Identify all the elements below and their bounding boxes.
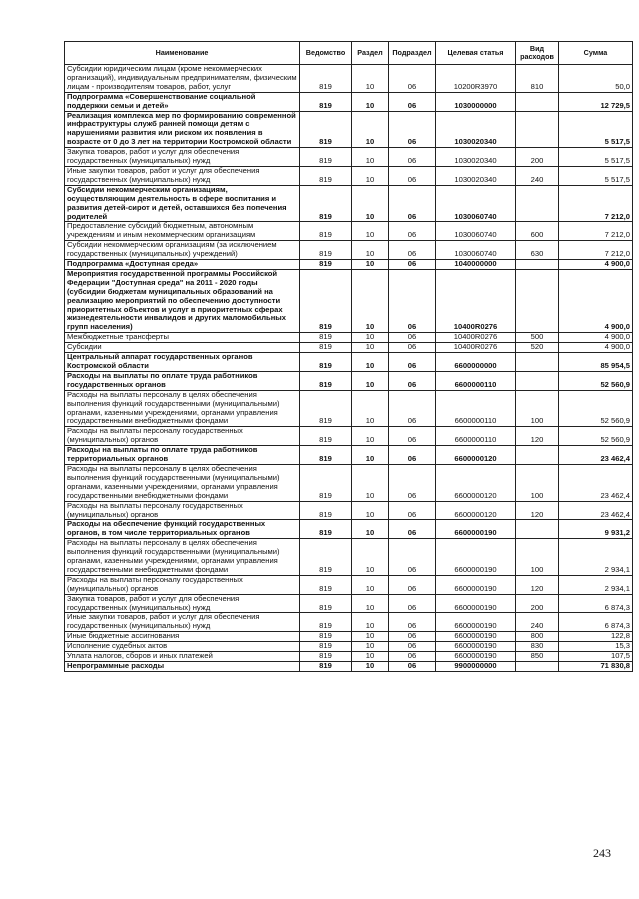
- row-podrazdel-cell: 06: [389, 520, 436, 539]
- row-vedomstvo-cell: 819: [300, 185, 352, 222]
- row-name-cell: Мероприятия государственной программы Российской Федерации "Доступная среда" на 2011 - 2020 годы (субсидии бюджетам муниципальных образований на реализацию мероприятий по обеспечению доступности приоритетных объектов и услуг в приоритетных сферах жизнедеятельности инвалидов и других маломобильных групп населения): [65, 269, 300, 332]
- row-vedomstvo-cell: 819: [300, 642, 352, 652]
- row-sum-cell: 85 954,5: [559, 353, 633, 372]
- row-article-cell: 10200R3970: [436, 65, 516, 93]
- row-vedomstvo-cell: 819: [300, 111, 352, 148]
- row-vid-cell: 600: [516, 222, 559, 241]
- row-razdel-cell: 10: [352, 222, 389, 241]
- row-vid-cell: 500: [516, 333, 559, 343]
- row-name-cell: Подпрограмма «Совершенствование социальной поддержки семьи и детей»: [65, 92, 300, 111]
- row-sum-cell: 4 900,0: [559, 260, 633, 270]
- table-row: [65, 65, 633, 93]
- row-vedomstvo-cell: 819: [300, 92, 352, 111]
- row-sum-cell: 6 874,3: [559, 594, 633, 613]
- row-sum-cell: 4 900,0: [559, 333, 633, 343]
- table-row: [65, 222, 633, 241]
- row-podrazdel-cell: 06: [389, 222, 436, 241]
- row-name-cell: Предоставление субсидий бюджетным, автономным учреждениям и иным некоммерческим организациям: [65, 222, 300, 241]
- header-name: Наименование: [65, 42, 300, 65]
- row-razdel-cell: 10: [352, 652, 389, 662]
- row-razdel-cell: 10: [352, 185, 389, 222]
- row-name-cell: Расходы на выплаты персоналу государственных (муниципальных) органов: [65, 575, 300, 594]
- row-article-cell: 1030020340: [436, 166, 516, 185]
- row-name-cell: Расходы на выплаты по оплате труда работников государственных органов: [65, 371, 300, 390]
- row-name-cell: Исполнение судебных актов: [65, 642, 300, 652]
- row-name-cell: Расходы на выплаты персоналу в целях обеспечения выполнения функций государственными (муниципальными) органами, казенными учреждениями, органами управления государственными внебюджетными фондами: [65, 390, 300, 427]
- row-podrazdel-cell: 06: [389, 427, 436, 446]
- row-article-cell: 1030060740: [436, 241, 516, 260]
- row-podrazdel-cell: 06: [389, 166, 436, 185]
- row-vid-cell: 100: [516, 539, 559, 576]
- table-row: [65, 371, 633, 390]
- row-razdel-cell: 10: [352, 65, 389, 93]
- row-name-cell: Субсидии: [65, 343, 300, 353]
- table-row: [65, 662, 633, 672]
- row-razdel-cell: 10: [352, 632, 389, 642]
- row-podrazdel-cell: 06: [389, 92, 436, 111]
- row-vid-cell: 850: [516, 652, 559, 662]
- row-article-cell: 1030020340: [436, 111, 516, 148]
- row-vedomstvo-cell: 819: [300, 501, 352, 520]
- row-podrazdel-cell: 06: [389, 185, 436, 222]
- row-vedomstvo-cell: 819: [300, 652, 352, 662]
- table-row: [65, 333, 633, 343]
- row-vid-cell: 100: [516, 390, 559, 427]
- table-row: [65, 427, 633, 446]
- row-razdel-cell: 10: [352, 464, 389, 501]
- row-name-cell: Субсидии некоммерческим организациям, осуществляющим деятельность в сфере воспитания и развития детей-сирот и детей, оставшихся без попечения родителей: [65, 185, 300, 222]
- row-name-cell: Субсидии юридическим лицам (кроме некоммерческих организаций), индивидуальным предпринимателям, физическим лицам - производителям товаров, работ, услуг: [65, 65, 300, 93]
- row-sum-cell: 71 830,8: [559, 662, 633, 672]
- row-name-cell: Субсидии некоммерческим организациям (за исключением государственных (муниципальных) учреждений): [65, 241, 300, 260]
- row-name-cell: Реализация комплекса мер по формированию современной инфраструктуры служб ранней помощи детям с нарушениями развития или риском их появления в возрасте от 0 до 3 лет на территории Костромской области: [65, 111, 300, 148]
- row-vid-cell: 240: [516, 166, 559, 185]
- row-sum-cell: 5 517,5: [559, 148, 633, 167]
- row-sum-cell: 23 462,4: [559, 446, 633, 465]
- document-page: [64, 41, 632, 672]
- row-article-cell: 6600000190: [436, 632, 516, 642]
- row-vedomstvo-cell: 819: [300, 269, 352, 332]
- row-vedomstvo-cell: 819: [300, 65, 352, 93]
- row-name-cell: Расходы на выплаты по оплате труда работников территориальных органов: [65, 446, 300, 465]
- row-vedomstvo-cell: 819: [300, 222, 352, 241]
- row-sum-cell: 7 212,0: [559, 185, 633, 222]
- row-vedomstvo-cell: 819: [300, 446, 352, 465]
- row-sum-cell: 12 729,5: [559, 92, 633, 111]
- row-sum-cell: 23 462,4: [559, 501, 633, 520]
- table-row: [65, 353, 633, 372]
- row-podrazdel-cell: 06: [389, 464, 436, 501]
- table-row: [65, 166, 633, 185]
- row-vedomstvo-cell: 819: [300, 575, 352, 594]
- header-razdel: Раздел: [352, 42, 389, 65]
- row-podrazdel-cell: 06: [389, 575, 436, 594]
- row-vedomstvo-cell: 819: [300, 632, 352, 642]
- row-razdel-cell: 10: [352, 166, 389, 185]
- row-vedomstvo-cell: 819: [300, 613, 352, 632]
- row-razdel-cell: 10: [352, 427, 389, 446]
- row-razdel-cell: 10: [352, 148, 389, 167]
- table-row: [65, 501, 633, 520]
- row-vid-cell: 200: [516, 148, 559, 167]
- row-vedomstvo-cell: 819: [300, 390, 352, 427]
- row-sum-cell: 52 560,9: [559, 390, 633, 427]
- row-podrazdel-cell: 06: [389, 642, 436, 652]
- row-vid-cell: 630: [516, 241, 559, 260]
- row-name-cell: Подпрограмма «Доступная среда»: [65, 260, 300, 270]
- row-sum-cell: 50,0: [559, 65, 633, 93]
- row-podrazdel-cell: 06: [389, 371, 436, 390]
- row-vedomstvo-cell: 819: [300, 371, 352, 390]
- row-razdel-cell: 10: [352, 343, 389, 353]
- row-name-cell: Иные закупки товаров, работ и услуг для обеспечения государственных (муниципальных) нужд: [65, 166, 300, 185]
- row-podrazdel-cell: 06: [389, 539, 436, 576]
- row-vid-cell: 120: [516, 575, 559, 594]
- row-razdel-cell: 10: [352, 92, 389, 111]
- table-row: [65, 464, 633, 501]
- row-razdel-cell: 10: [352, 575, 389, 594]
- row-vid-cell: [516, 520, 559, 539]
- header-vedomstvo: Ведомство: [300, 42, 352, 65]
- header-vid: Вид расходов: [516, 42, 559, 65]
- row-name-cell: Непрограммные расходы: [65, 662, 300, 672]
- table-row: [65, 241, 633, 260]
- row-podrazdel-cell: 06: [389, 390, 436, 427]
- row-vid-cell: [516, 269, 559, 332]
- row-sum-cell: 2 934,1: [559, 575, 633, 594]
- row-vid-cell: 200: [516, 594, 559, 613]
- row-podrazdel-cell: 06: [389, 269, 436, 332]
- row-vid-cell: 830: [516, 642, 559, 652]
- table-row: [65, 652, 633, 662]
- row-vedomstvo-cell: 819: [300, 343, 352, 353]
- row-name-cell: Расходы на обеспечение функций государственных органов, в том числе территориальных органов: [65, 520, 300, 539]
- row-sum-cell: 9 931,2: [559, 520, 633, 539]
- table-row: [65, 148, 633, 167]
- table-row: [65, 343, 633, 353]
- row-name-cell: Иные закупки товаров, работ и услуг для обеспечения государственных (муниципальных) нужд: [65, 613, 300, 632]
- row-article-cell: 1030060740: [436, 222, 516, 241]
- row-vedomstvo-cell: 819: [300, 539, 352, 576]
- row-article-cell: 6600000110: [436, 427, 516, 446]
- row-podrazdel-cell: 06: [389, 111, 436, 148]
- row-article-cell: 6600000120: [436, 446, 516, 465]
- table-row: [65, 92, 633, 111]
- row-article-cell: 9900000000: [436, 662, 516, 672]
- row-podrazdel-cell: 06: [389, 446, 436, 465]
- row-vid-cell: 520: [516, 343, 559, 353]
- row-vid-cell: [516, 185, 559, 222]
- table-row: [65, 520, 633, 539]
- row-article-cell: 6600000110: [436, 390, 516, 427]
- table-row: [65, 539, 633, 576]
- row-vid-cell: [516, 260, 559, 270]
- row-vedomstvo-cell: 819: [300, 594, 352, 613]
- row-sum-cell: 6 874,3: [559, 613, 633, 632]
- row-razdel-cell: 10: [352, 333, 389, 343]
- row-razdel-cell: 10: [352, 260, 389, 270]
- row-vid-cell: [516, 353, 559, 372]
- row-sum-cell: 5 517,5: [559, 111, 633, 148]
- row-razdel-cell: 10: [352, 446, 389, 465]
- row-article-cell: 6600000110: [436, 371, 516, 390]
- table-row: [65, 111, 633, 148]
- row-name-cell: Расходы на выплаты персоналу в целях обеспечения выполнения функций государственными (муниципальными) органами, казенными учреждениями, органами управления государственными внебюджетными фондами: [65, 539, 300, 576]
- row-sum-cell: 4 900,0: [559, 269, 633, 332]
- row-article-cell: 1030000000: [436, 92, 516, 111]
- row-article-cell: 1030060740: [436, 185, 516, 222]
- row-vid-cell: 100: [516, 464, 559, 501]
- row-article-cell: 6600000190: [436, 539, 516, 576]
- row-sum-cell: 15,3: [559, 642, 633, 652]
- row-podrazdel-cell: 06: [389, 662, 436, 672]
- table-row: [65, 185, 633, 222]
- row-sum-cell: 52 560,9: [559, 427, 633, 446]
- row-razdel-cell: 10: [352, 241, 389, 260]
- page-number: 243: [593, 846, 611, 860]
- row-razdel-cell: 10: [352, 539, 389, 576]
- row-sum-cell: 2 934,1: [559, 539, 633, 576]
- header-article: Целевая статья: [436, 42, 516, 65]
- row-vedomstvo-cell: 819: [300, 333, 352, 343]
- table-row: [65, 260, 633, 270]
- row-vedomstvo-cell: 819: [300, 464, 352, 501]
- row-sum-cell: 122,8: [559, 632, 633, 642]
- row-vid-cell: 800: [516, 632, 559, 642]
- header-sum: Сумма: [559, 42, 633, 65]
- table-row: [65, 613, 633, 632]
- row-podrazdel-cell: 06: [389, 501, 436, 520]
- row-razdel-cell: 10: [352, 501, 389, 520]
- row-article-cell: 6600000190: [436, 652, 516, 662]
- row-name-cell: Расходы на выплаты персоналу в целях обеспечения выполнения функций государственными (муниципальными) органами, казенными учреждениями, органами управления государственными внебюджетными фондами: [65, 464, 300, 501]
- row-article-cell: 6600000190: [436, 520, 516, 539]
- row-article-cell: 6600000190: [436, 613, 516, 632]
- row-name-cell: Расходы на выплаты персоналу государственных (муниципальных) органов: [65, 427, 300, 446]
- row-razdel-cell: 10: [352, 594, 389, 613]
- row-article-cell: 10400R0276: [436, 343, 516, 353]
- row-podrazdel-cell: 06: [389, 343, 436, 353]
- row-vid-cell: 120: [516, 501, 559, 520]
- row-razdel-cell: 10: [352, 520, 389, 539]
- row-podrazdel-cell: 06: [389, 241, 436, 260]
- row-name-cell: Расходы на выплаты персоналу государственных (муниципальных) органов: [65, 501, 300, 520]
- row-vid-cell: [516, 111, 559, 148]
- row-vedomstvo-cell: 819: [300, 353, 352, 372]
- table-row: [65, 594, 633, 613]
- row-razdel-cell: 10: [352, 111, 389, 148]
- row-vedomstvo-cell: 819: [300, 520, 352, 539]
- row-name-cell: Закупка товаров, работ и услуг для обеспечения государственных (муниципальных) нужд: [65, 594, 300, 613]
- row-name-cell: Уплата налогов, сборов и иных платежей: [65, 652, 300, 662]
- row-name-cell: Закупка товаров, работ и услуг для обеспечения государственных (муниципальных) нужд: [65, 148, 300, 167]
- row-sum-cell: 7 212,0: [559, 241, 633, 260]
- row-sum-cell: 107,5: [559, 652, 633, 662]
- row-article-cell: 10400R0276: [436, 333, 516, 343]
- row-sum-cell: 7 212,0: [559, 222, 633, 241]
- row-sum-cell: 23 462,4: [559, 464, 633, 501]
- table-row: [65, 575, 633, 594]
- row-razdel-cell: 10: [352, 613, 389, 632]
- table-row: [65, 446, 633, 465]
- row-article-cell: 6600000120: [436, 464, 516, 501]
- row-razdel-cell: 10: [352, 353, 389, 372]
- row-article-cell: 6600000120: [436, 501, 516, 520]
- row-razdel-cell: 10: [352, 662, 389, 672]
- row-article-cell: 6600000190: [436, 642, 516, 652]
- row-article-cell: 6600000190: [436, 594, 516, 613]
- row-vid-cell: [516, 662, 559, 672]
- table-row: [65, 390, 633, 427]
- row-vedomstvo-cell: 819: [300, 148, 352, 167]
- table-row: [65, 269, 633, 332]
- row-vid-cell: 810: [516, 65, 559, 93]
- row-sum-cell: 4 900,0: [559, 343, 633, 353]
- row-article-cell: 6600000190: [436, 575, 516, 594]
- row-vid-cell: 240: [516, 613, 559, 632]
- row-vedomstvo-cell: 819: [300, 427, 352, 446]
- row-vedomstvo-cell: 819: [300, 662, 352, 672]
- row-vedomstvo-cell: 819: [300, 241, 352, 260]
- header-podrazdel: Подраздел: [389, 42, 436, 65]
- row-name-cell: Центральный аппарат государственных органов Костромской области: [65, 353, 300, 372]
- row-vid-cell: [516, 446, 559, 465]
- row-podrazdel-cell: 06: [389, 148, 436, 167]
- table-row: [65, 642, 633, 652]
- row-vid-cell: [516, 92, 559, 111]
- row-razdel-cell: 10: [352, 269, 389, 332]
- row-podrazdel-cell: 06: [389, 632, 436, 642]
- row-vedomstvo-cell: 819: [300, 260, 352, 270]
- table-header-row: [65, 42, 633, 65]
- row-podrazdel-cell: 06: [389, 260, 436, 270]
- row-razdel-cell: 10: [352, 642, 389, 652]
- row-name-cell: Иные бюджетные ассигнования: [65, 632, 300, 642]
- row-sum-cell: 52 560,9: [559, 371, 633, 390]
- budget-table: [64, 41, 633, 672]
- row-razdel-cell: 10: [352, 371, 389, 390]
- row-vid-cell: [516, 371, 559, 390]
- row-sum-cell: 5 517,5: [559, 166, 633, 185]
- row-razdel-cell: 10: [352, 390, 389, 427]
- row-vid-cell: 120: [516, 427, 559, 446]
- row-podrazdel-cell: 06: [389, 333, 436, 343]
- row-article-cell: 1030020340: [436, 148, 516, 167]
- row-podrazdel-cell: 06: [389, 652, 436, 662]
- table-body: [65, 65, 633, 672]
- row-name-cell: Межбюджетные трансферты: [65, 333, 300, 343]
- row-podrazdel-cell: 06: [389, 613, 436, 632]
- row-article-cell: 6600000000: [436, 353, 516, 372]
- row-podrazdel-cell: 06: [389, 65, 436, 93]
- row-podrazdel-cell: 06: [389, 594, 436, 613]
- row-article-cell: 1040000000: [436, 260, 516, 270]
- table-row: [65, 632, 633, 642]
- row-article-cell: 10400R0276: [436, 269, 516, 332]
- row-vedomstvo-cell: 819: [300, 166, 352, 185]
- row-podrazdel-cell: 06: [389, 353, 436, 372]
